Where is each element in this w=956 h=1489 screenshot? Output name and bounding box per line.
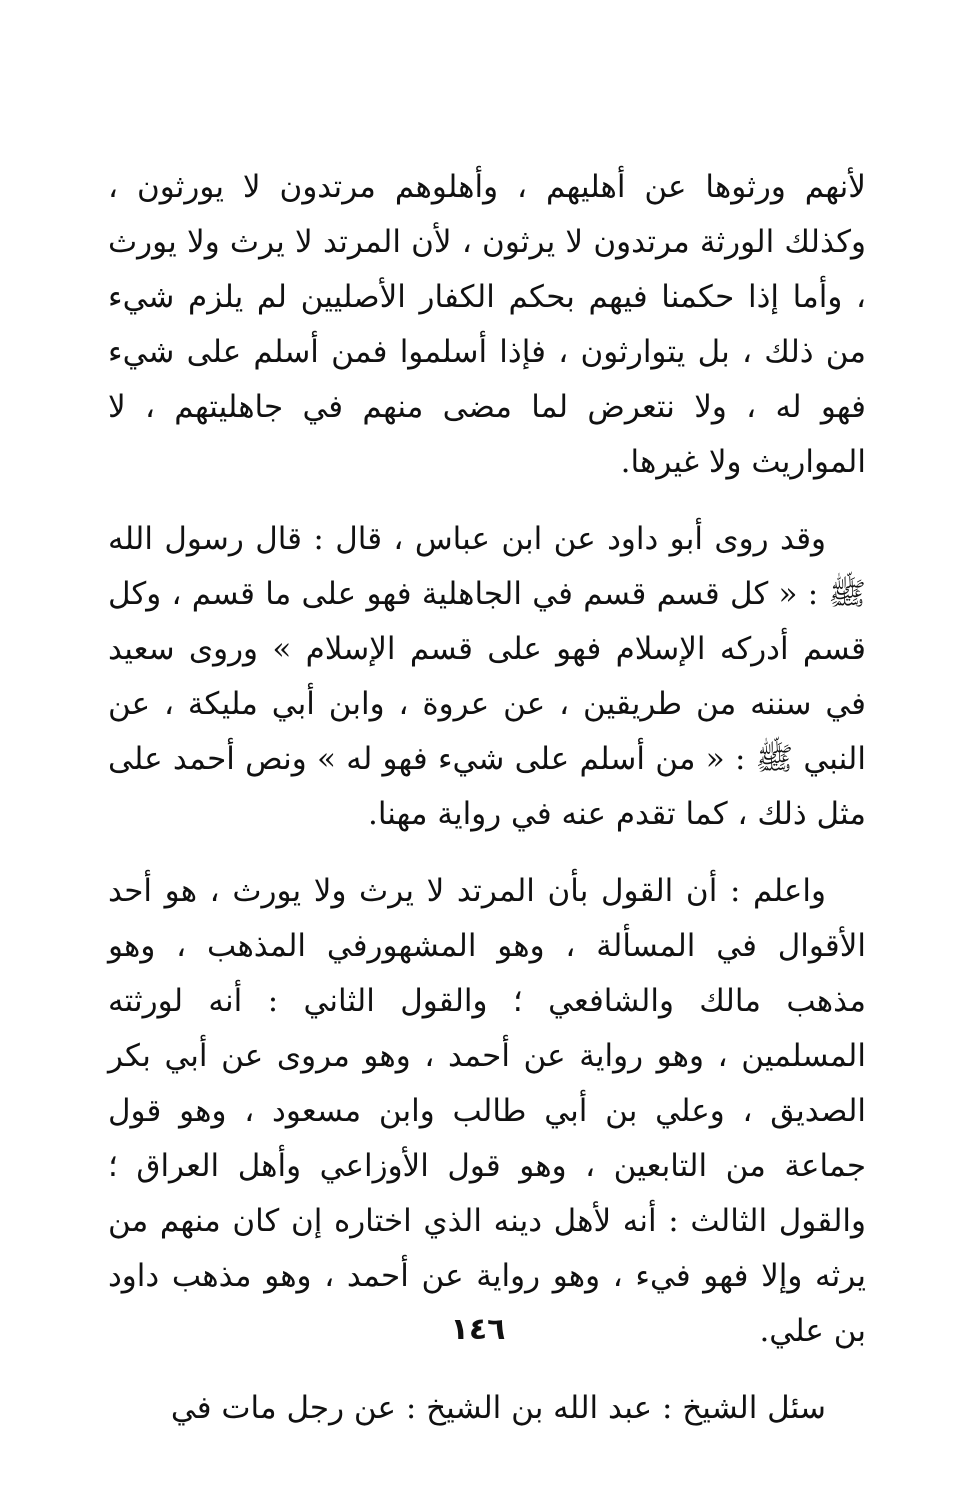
paragraph-2: وقد روى أبو داود عن ابن عباس ، قال : قال رسول الله ﷺ : « كل قسم قسم في الجاهلية فهو على ما قسم ، وكل قسم أدركه الإسلام فهو على قسم الإسلام » وروى سعيد في سننه من طريقين ، عن عروة ، وابن أبي مليكة ، عن النبي ﷺ : « من أسلم على شيء فهو له » ونص أحمد على مثل ذلك ، كما تقدم عنه في رواية مهنا. — [108, 521, 866, 832]
page-body — [108, 160, 866, 1436]
paragraph-4: سئل الشيخ : عبد الله بن الشيخ : عن رجل مات في — [170, 1390, 826, 1426]
paragraph-1: لأنهم ورثوها عن أهليهم ، وأهلوهم مرتدون لا يورثون ، وكذلك الورثة مرتدون لا يرثون ، لأن المرتد لا يرث ولا يورث ، وأما إذا حكمنا فيهم بحكم الكفار الأصليين لم يلزم شيء من ذلك ، بل يتوارثون ، فإذا أسلموا فمن أسلم على شيء فهو له ، ولا نتعرض لما مضى منهم في جاهليتهم ، لا المواريث ولا غيرها. — [108, 169, 866, 480]
paragraph-3: واعلم : أن القول بأن المرتد لا يرث ولا يورث ، هو أحد الأقوال في المسألة ، وهو المشهورفي المذهب ، وهو مذهب مالك والشافعي ؛ والقول الثاني : أنه لورثته المسلمين ، وهو رواية عن أحمد ، وهو مروى عن أبي بكر الصديق ، وعلي بن أبي طالب وابن مسعود ، وهو قول جماعة من التابعين ، وهو قول الأوزاعي وأهل العراق ؛ والقول الثالث : أنه لأهل دينه الذي اختاره إن كان منهم من يرثه وإلا فهو فيء ، وهو رواية عن أحمد ، وهو مذهب داود بن علي. — [108, 873, 866, 1349]
page-number: ١٤٦ — [450, 1312, 506, 1347]
